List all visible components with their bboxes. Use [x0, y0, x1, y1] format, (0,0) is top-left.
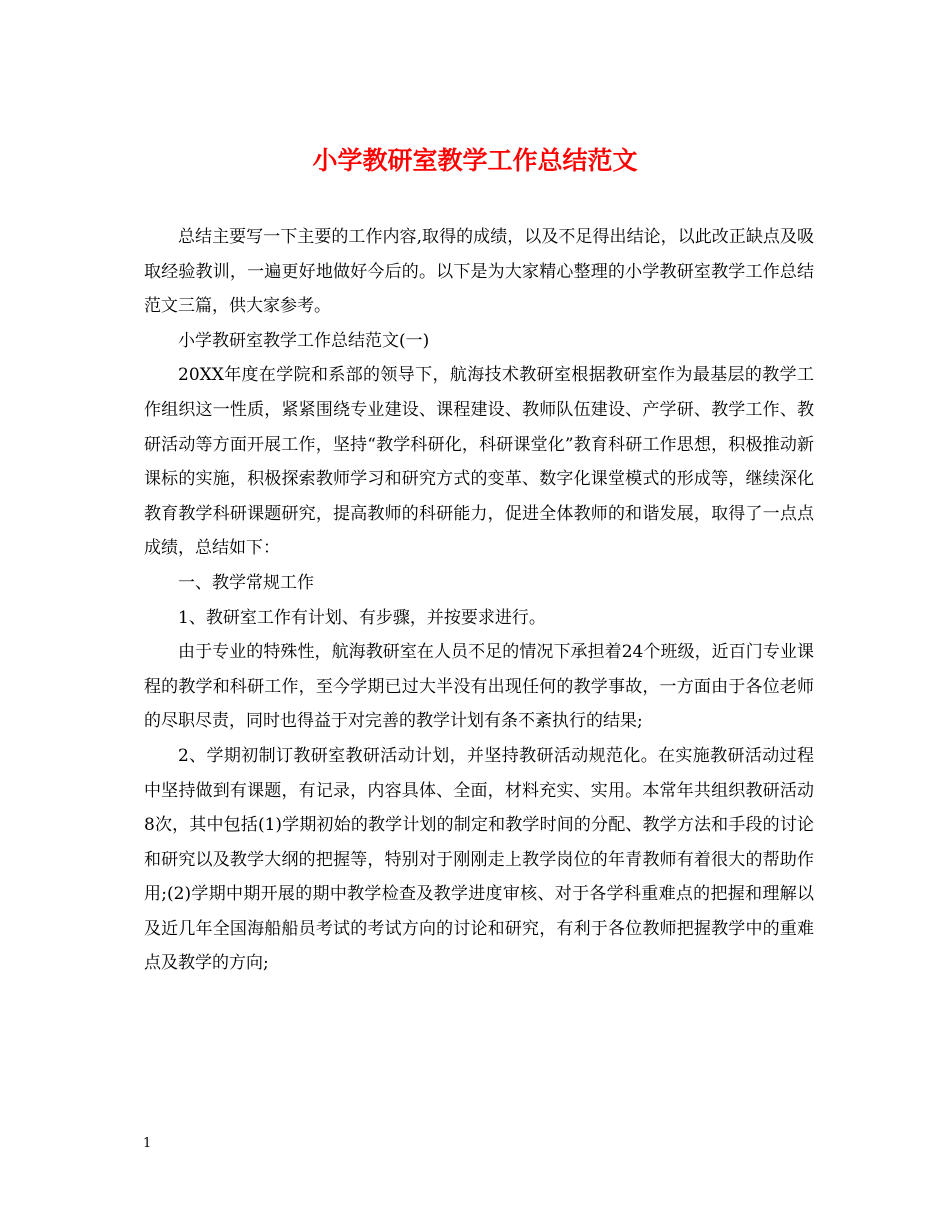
paragraph-section-heading: 小学教研室教学工作总结范文(一): [178, 330, 430, 351]
paragraph-heading-routine-work: 一、教学常规工作: [178, 572, 314, 593]
document-body: [144, 220, 814, 981]
document-title: 小学教研室教学工作总结范文: [312, 146, 638, 175]
page-number: 1: [143, 1136, 152, 1151]
paragraph-intro: 总结主要写一下主要的工作内容,取得的成绩，以及不足得出结论，以此改正缺点及吸取经验教训，一遍更好地做好今后的。以下是为大家精心整理的小学教研室教学工作总结范文三篇，供大家参考。: [144, 227, 814, 317]
paragraph-item-1-detail: 由于专业的特殊性，航海教研室在人员不足的情况下承担着24个班级，近百门专业课程的教学和科研工作，至今学期已过大半没有出现任何的教学事故，一方面由于各位老师的尽职尽责，同时也得益于对完善的教学计划有条不紊执行的结果;: [144, 642, 814, 732]
paragraph-item-2: 2、学期初制订教研室教研活动计划，并坚持教研活动规范化。在实施教研活动过程中坚持做到有课题，有记录，内容具体、全面，材料充实、实用。本常年共组织教研活动8次，其中包括(1)学期初始的教学计划的制定和教学时间的分配、教学方法和手段的讨论和研究以及教学大纲的把握等，特别对于刚刚走上教学岗位的年青教师有着很大的帮助作用;(2)学期中期开展的期中教学检查及教学进度审核、对于各学科重难点的把握和理解以及近几年全国海船船员考试的考试方向的讨论和研究，有利于各位教师把握教学中的重难点及教学的方向;: [144, 745, 814, 974]
paragraph-item-1: 1、教研室工作有计划、有步骤，并按要求进行。: [178, 607, 546, 628]
paragraph-overview: 20XX年度在学院和系部的领导下，航海技术教研室根据教研室作为最基层的教学工作组织这一性质，紧紧围绕专业建设、课程建设、教师队伍建设、产学研、教学工作、教研活动等方面开展工作，坚持“教学科研化，科研课堂化”教育科研工作思想，积极推动新课标的实施，积极探索教师学习和研究方式的变革、数字化课堂模式的形成等，继续深化教育教学科研课题研究，提高教师的科研能力，促进全体教师的和谐发展，取得了一点点成绩，总结如下：: [144, 365, 814, 559]
